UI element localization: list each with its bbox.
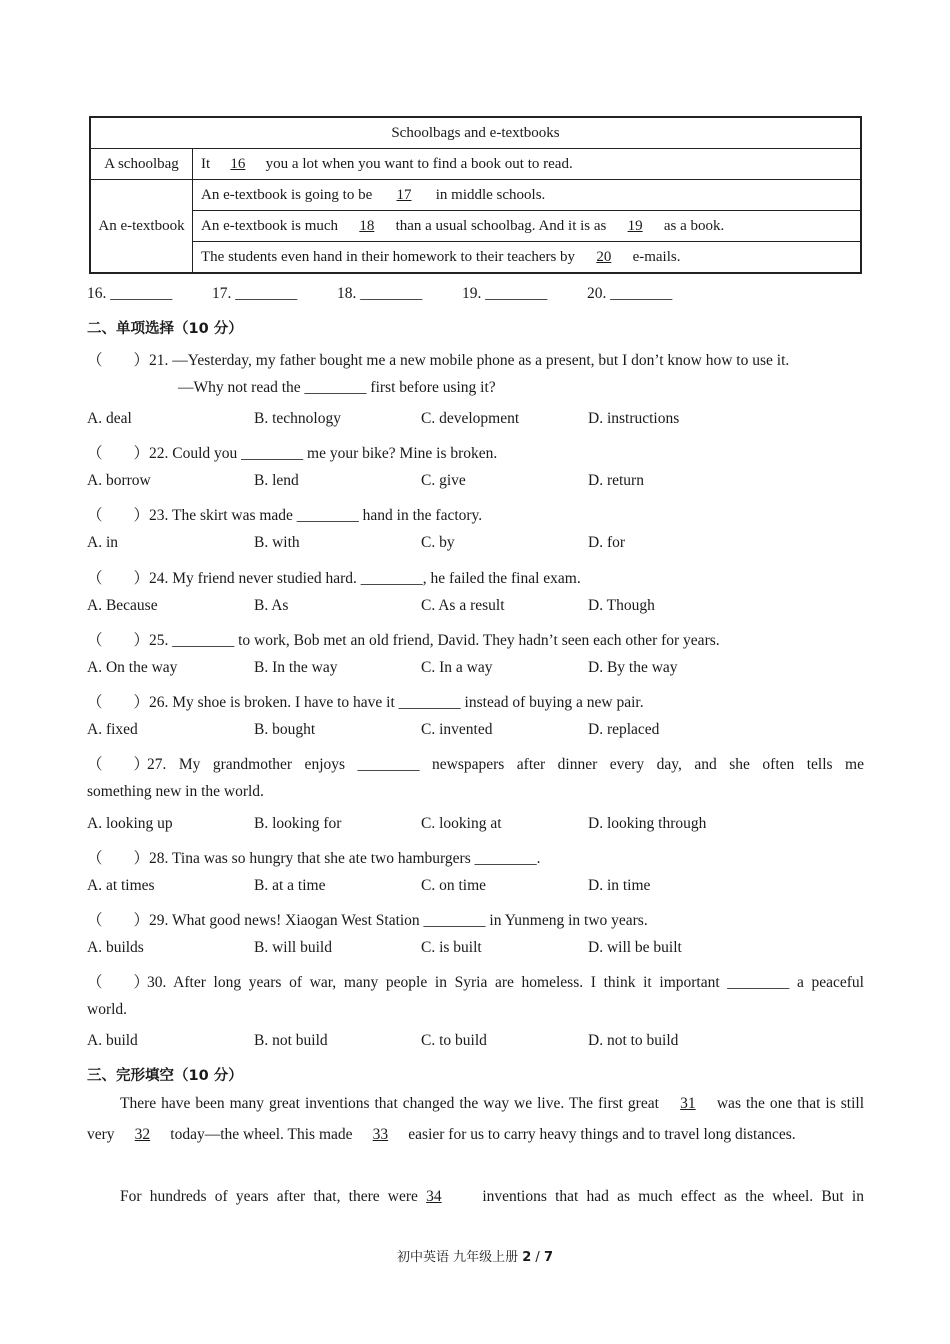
answer-paren[interactable]: （ ）: [87, 974, 150, 991]
answer-paren[interactable]: （ ）: [87, 694, 150, 711]
summary-table: [89, 116, 862, 274]
question-26: （ ）26. My shoe is broken. I have to have it ________ instead of buying a new pair.: [87, 690, 864, 712]
blank-19[interactable]: 19: [627, 217, 643, 234]
option[interactable]: A. borrow: [87, 472, 151, 489]
option[interactable]: B. with: [254, 534, 300, 551]
answer-paren[interactable]: （ ）: [87, 570, 150, 587]
answer-paren[interactable]: （ ）: [87, 756, 150, 773]
option[interactable]: B. will build: [254, 939, 332, 956]
blank-32[interactable]: 32: [134, 1126, 151, 1143]
option[interactable]: D. replaced: [588, 721, 660, 738]
option[interactable]: A. in: [87, 534, 118, 551]
page-footer: 初中英语 九年级上册 2 / 7: [396, 1250, 553, 1265]
option[interactable]: B. technology: [254, 410, 341, 427]
blank-20[interactable]: 20: [596, 248, 612, 265]
option[interactable]: A. deal: [87, 410, 132, 427]
option[interactable]: D. not to build: [588, 1032, 679, 1049]
table-cell: The students even hand in their homework to their teachers by 20 e-mails.: [193, 242, 862, 274]
question-21-reply: —Why not read the ________ first before using it?: [178, 379, 496, 396]
option[interactable]: C. invented: [421, 721, 493, 738]
option[interactable]: C. by: [421, 534, 455, 551]
options-27: [87, 815, 755, 833]
question-24: （ ）24. My friend never studied hard. ________, he failed the final exam.: [87, 566, 864, 588]
option[interactable]: C. is built: [421, 939, 482, 956]
option[interactable]: D. return: [588, 472, 644, 489]
cloze-paragraph-1: There have been many great inventions that changed the way we live. The first great 31 was the one that is still very 32 today—the wheel. This made 33 easier for us to carry heavy things and to travel long distances.: [87, 1088, 864, 1150]
row-label-schoolbag: A schoolbag: [90, 149, 193, 180]
question-30: （ ）30. After long years of war, many people in Syria are homeless. I think it important ________ a peaceful: [87, 970, 864, 992]
option[interactable]: C. development: [421, 410, 520, 427]
answer-blank[interactable]: 17. ________: [212, 285, 298, 302]
option[interactable]: C. looking at: [421, 815, 502, 832]
options-24: [87, 597, 755, 615]
blank-34[interactable]: 34: [426, 1188, 442, 1205]
option[interactable]: D. for: [588, 534, 626, 551]
blank-31[interactable]: 31: [680, 1095, 696, 1112]
blank-16[interactable]: 16: [230, 155, 246, 172]
question-27: （ ）27. My grandmother enjoys ________ newspapers after dinner every day, and she often tells me: [87, 752, 864, 774]
section-title-cloze: 三、完形填空（10 分）: [87, 1068, 243, 1084]
answer-blank[interactable]: 16. ________: [87, 285, 173, 302]
question-30-cont: world.: [87, 1001, 128, 1018]
page-number: 2: [522, 1250, 532, 1265]
option[interactable]: D. Though: [588, 597, 655, 614]
page-total: 7: [543, 1250, 553, 1265]
option[interactable]: B. looking for: [254, 815, 342, 832]
table-title: Schoolbags and e-textbooks: [90, 117, 861, 149]
option[interactable]: B. at a time: [254, 877, 326, 894]
question-29: （ ）29. What good news! Xiaogan West Station ________ in Yunmeng in two years.: [87, 908, 864, 930]
question-22: （ ）22. Could you ________ me your bike? Mine is broken.: [87, 441, 864, 463]
option[interactable]: D. instructions: [588, 410, 680, 427]
options-28: [87, 877, 755, 895]
question-25: （ ）25. ________ to work, Bob met an old friend, David. They hadn’t seen each other for years.: [87, 628, 864, 650]
option[interactable]: A. fixed: [87, 721, 138, 738]
question-21: （ ）21. —Yesterday, my father bought me a new mobile phone as a present, but I don’t know how to use it.: [87, 348, 864, 370]
option[interactable]: C. In a way: [421, 659, 493, 676]
section-title-multiple-choice: 二、单项选择（10 分）: [87, 321, 243, 337]
answer-paren[interactable]: （ ）: [87, 352, 150, 369]
options-22: [87, 472, 755, 490]
question-28: （ ）28. Tina was so hungry that she ate two hamburgers ________.: [87, 846, 864, 868]
answer-paren[interactable]: （ ）: [87, 632, 150, 649]
cloze-paragraph-2: For hundreds of years after that, there were 34 inventions that had as much effect as the wheel. But in: [87, 1181, 864, 1212]
options-29: [87, 939, 755, 957]
option[interactable]: A. Because: [87, 597, 158, 614]
question-23: （ ）23. The skirt was made ________ hand in the factory.: [87, 503, 864, 525]
answer-paren[interactable]: （ ）: [87, 507, 150, 524]
option[interactable]: B. In the way: [254, 659, 338, 676]
blank-18[interactable]: 18: [359, 217, 375, 234]
row-label-etextbook: An e-textbook: [90, 180, 193, 274]
option[interactable]: C. to build: [421, 1032, 487, 1049]
table-cell: An e-textbook is going to be 17 in middle schools.: [193, 180, 862, 211]
blank-17[interactable]: 17: [396, 186, 412, 203]
answer-blanks-row: [87, 285, 712, 303]
option[interactable]: A. looking up: [87, 815, 173, 832]
answer-paren[interactable]: （ ）: [87, 912, 150, 929]
answer-blank[interactable]: 19. ________: [462, 285, 548, 302]
option[interactable]: C. on time: [421, 877, 487, 894]
option[interactable]: D. will be built: [588, 939, 682, 956]
options-26: [87, 721, 755, 739]
option[interactable]: C. give: [421, 472, 466, 489]
answer-blank[interactable]: 20. ________: [587, 285, 673, 302]
option[interactable]: D. By the way: [588, 659, 678, 676]
options-25: [87, 659, 755, 677]
answer-paren[interactable]: （ ）: [87, 850, 150, 867]
table-cell: An e-textbook is much 18 than a usual schoolbag. And it is as 19 as a book.: [193, 211, 862, 242]
answer-blank[interactable]: 18. ________: [337, 285, 423, 302]
option[interactable]: B. lend: [254, 472, 299, 489]
option[interactable]: A. builds: [87, 939, 144, 956]
option[interactable]: A. at times: [87, 877, 155, 894]
option[interactable]: B. As: [254, 597, 289, 614]
option[interactable]: A. build: [87, 1032, 138, 1049]
option[interactable]: D. looking through: [588, 815, 707, 832]
option[interactable]: B. bought: [254, 721, 316, 738]
option[interactable]: C. As a result: [421, 597, 505, 614]
table-cell: It 16 you a lot when you want to find a book out to read.: [193, 149, 862, 180]
options-21: [87, 410, 755, 428]
question-27-cont: something new in the world.: [87, 783, 264, 800]
option[interactable]: D. in time: [588, 877, 651, 894]
answer-paren[interactable]: （ ）: [87, 445, 150, 462]
option[interactable]: A. On the way: [87, 659, 178, 676]
options-30: [87, 1032, 755, 1050]
option[interactable]: B. not build: [254, 1032, 328, 1049]
blank-33[interactable]: 33: [372, 1126, 389, 1143]
options-23: [87, 534, 755, 552]
